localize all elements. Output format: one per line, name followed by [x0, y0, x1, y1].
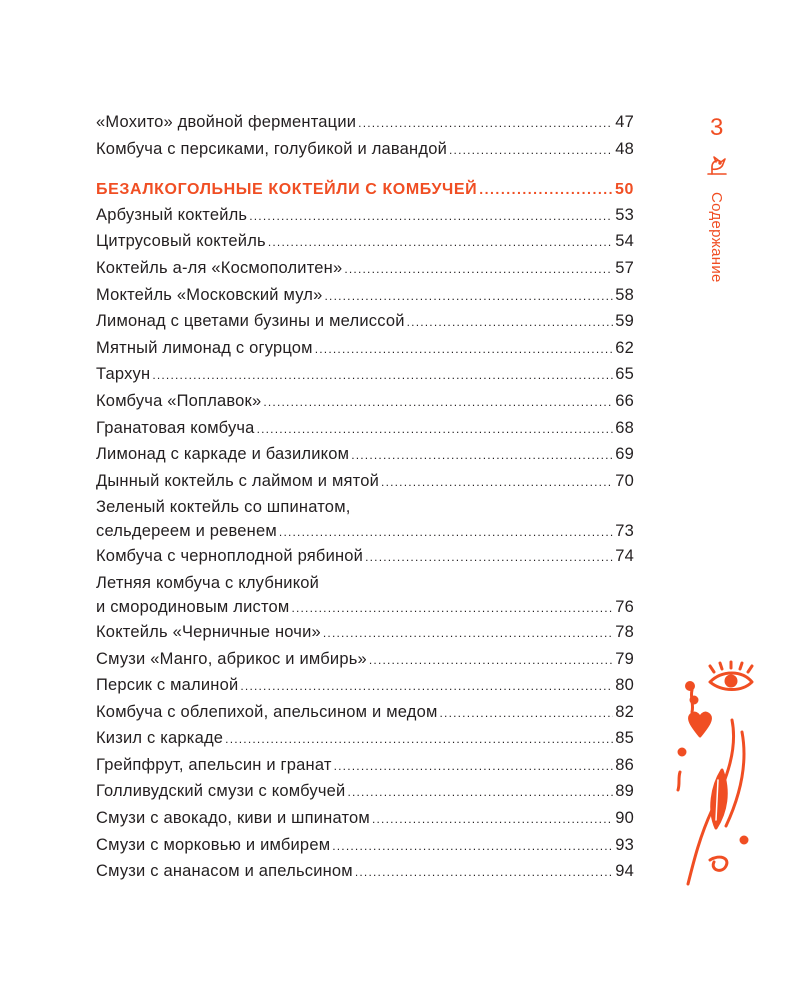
eye-heart-feather-ornament: [660, 660, 770, 900]
toc-entry-row: [96, 519, 634, 544]
toc-entry-row: [96, 416, 634, 443]
dot-leader: [279, 520, 613, 544]
toc-entry-title: Смузи с морковью и имбирем: [96, 835, 331, 854]
toc-entry-row: [96, 336, 634, 363]
toc-entry-row: [96, 753, 634, 780]
toc-entry-title: Грейпфрут, апельсин и гранат: [96, 755, 332, 774]
page-number: 3: [710, 114, 724, 141]
toc-entry: [96, 336, 634, 363]
toc-entry-row: [96, 283, 634, 310]
toc-entry-title: Мятный лимонад с огурцом: [96, 338, 313, 357]
toc-entry-page-number: 59: [615, 312, 634, 331]
toc-entry-row: [96, 779, 634, 806]
toc-entry-page-number: 80: [615, 676, 634, 695]
toc-entry-page-number: 90: [615, 809, 634, 828]
dot-leader: [332, 834, 613, 860]
toc-entry-page-number: 70: [615, 471, 634, 490]
toc-entry-row: [96, 833, 634, 860]
dot-leader: [325, 284, 614, 310]
toc-entry-row: [96, 726, 634, 753]
toc-entry-title: Гранатовая комбуча: [96, 418, 255, 437]
dot-leader: [268, 230, 613, 256]
toc-entry: [96, 779, 634, 806]
toc-entry: [96, 362, 634, 389]
toc-entry-page-number: 62: [615, 338, 634, 357]
toc-entry: [96, 203, 634, 230]
dot-leader: [440, 701, 614, 727]
dot-leader: [240, 674, 613, 700]
toc-entry-row: [96, 362, 634, 389]
toc-entry: [96, 833, 634, 860]
toc-entry-title: БЕЗАЛКОГОЛЬНЫЕ КОКТЕЙЛИ С КОМБУЧЕЙ: [96, 181, 478, 199]
toc-entry-page-number: 89: [615, 782, 634, 801]
toc-entry: [96, 442, 634, 469]
toc-entry-title: Смузи с ананасом и апельсином: [96, 862, 353, 881]
toc-entry-page-number: 85: [615, 729, 634, 748]
toc-entry: [96, 647, 634, 674]
toc-entry: [96, 416, 634, 443]
toc-entry-page-number: 68: [615, 418, 634, 437]
toc-entry-title-line1: Зеленый коктейль со шпинатом,: [96, 498, 351, 517]
toc-entry: [96, 859, 634, 886]
toc-entry-row: [96, 256, 634, 283]
toc-entry-page-number: 54: [615, 232, 634, 251]
toc-entry: [96, 495, 634, 544]
toc-entry-row: [96, 673, 634, 700]
toc-entry-title-line1: Летняя комбуча с клубникой: [96, 573, 320, 592]
toc-entry: [96, 753, 634, 780]
dot-leader: [369, 648, 613, 674]
dot-leader: [315, 337, 614, 363]
dot-leader: [358, 111, 613, 137]
toc-entry-row: [96, 389, 634, 416]
toc-entry-title: Смузи с авокадо, киви и шпинатом: [96, 809, 370, 828]
dot-leader: [344, 257, 613, 283]
dot-leader: [347, 780, 613, 806]
toc-entry-page-number: 76: [615, 597, 634, 616]
toc-entry-title: сельдереем и ревенем: [96, 522, 277, 541]
toc-entry-row: [96, 647, 634, 674]
toc-entry-title: Комбуча с черноплодной рябиной: [96, 547, 364, 566]
toc-entry-title: Смузи «Манго, абрикос и имбирь»: [96, 649, 367, 668]
toc-entry-page-number: 74: [615, 547, 634, 566]
running-head: Содержание: [708, 192, 725, 283]
toc-entry-title: Цитрусовый коктейль: [96, 232, 266, 251]
toc-entry: [96, 389, 634, 416]
dot-leader: [351, 443, 613, 469]
toc-entry: [96, 229, 634, 256]
dot-leader: [449, 138, 613, 164]
toc-entry-row: [96, 229, 634, 256]
toc-entry-page-number: 86: [615, 755, 634, 774]
toc-entry-page-number: 58: [615, 285, 634, 304]
toc-entry: [96, 137, 634, 164]
toc-entry-row: [96, 544, 634, 571]
toc-entry-title: Персик с малиной: [96, 676, 239, 695]
toc-entry-page-number: 53: [615, 205, 634, 224]
dot-leader: [381, 470, 613, 496]
toc-entry-title: Голливудский смузи с комбучей: [96, 782, 346, 801]
toc-entry-title: Комбуча «Поплавок»: [96, 391, 262, 410]
toc-entry-title: Коктейль «Черничные ночи»: [96, 622, 321, 641]
toc-entry-row: [96, 309, 634, 336]
dot-leader: [334, 754, 614, 780]
dot-leader: [407, 310, 614, 336]
bird-icon: [704, 152, 730, 178]
toc-entry-title: Тархун: [96, 365, 151, 384]
toc-entry-title: Комбуча с персиками, голубикой и лавандой: [96, 139, 447, 158]
dot-leader: [365, 545, 613, 571]
toc-entry-page-number: 57: [615, 258, 634, 277]
toc-entry-page-number: 50: [615, 181, 634, 199]
toc-entry: [96, 544, 634, 571]
dot-leader: [152, 363, 613, 389]
dot-leader: [263, 390, 613, 416]
toc-entry-page-number: 48: [615, 139, 634, 158]
toc-entry: [96, 110, 634, 137]
toc-entry-title: Лимонад с цветами бузины и мелиссой: [96, 312, 405, 331]
toc-entry-title: Комбуча с облепихой, апельсином и медом: [96, 702, 438, 721]
toc-entry: [96, 726, 634, 753]
dot-leader: [225, 727, 613, 753]
toc-entry: [96, 309, 634, 336]
toc-entry-row: [96, 620, 634, 647]
toc-entry-row: [96, 110, 634, 137]
toc-entry-title: «Мохито» двойной ферментации: [96, 113, 357, 131]
toc-entry-row: [96, 442, 634, 469]
toc-entry-title: Коктейль а-ля «Космополитен»: [96, 258, 343, 277]
toc-entry-title: Лимонад с каркаде и базиликом: [96, 445, 350, 464]
dot-leader: [291, 596, 613, 620]
table-of-contents: [96, 110, 634, 886]
dot-leader: [249, 204, 613, 230]
toc-entry-page-number: 94: [615, 862, 634, 881]
toc-entry-page-number: 47: [615, 113, 634, 131]
toc-entry-page-number: 66: [615, 391, 634, 410]
toc-entry: [96, 806, 634, 833]
toc-section-heading: [96, 177, 634, 203]
toc-entry-row: [96, 137, 634, 164]
toc-entry-row: [96, 595, 634, 620]
toc-entry: [96, 256, 634, 283]
dot-leader: [355, 860, 613, 886]
toc-entry-title: Дынный коктейль с лаймом и мятой: [96, 471, 380, 490]
toc-entry-page-number: 69: [615, 445, 634, 464]
toc-entry: [96, 283, 634, 310]
toc-entry-page-number: 82: [615, 702, 634, 721]
dot-leader: [372, 807, 613, 833]
toc-entry-page-number: 65: [615, 365, 634, 384]
toc-entry-page-number: 73: [615, 522, 634, 541]
toc-entry-title: Моктейль «Московский мул»: [96, 285, 323, 304]
toc-entry-row: [96, 859, 634, 886]
dot-leader: [257, 417, 614, 443]
toc-entry-title: Кизил с каркаде: [96, 729, 224, 748]
toc-entry: [96, 571, 634, 620]
toc-entry: [96, 673, 634, 700]
toc-entry-page-number: 79: [615, 649, 634, 668]
toc-entry: [96, 700, 634, 727]
toc-entry-row: [96, 806, 634, 833]
toc-entry-row: [96, 177, 634, 203]
toc-entry-row: [96, 469, 634, 496]
toc-entry-row: [96, 203, 634, 230]
toc-entry-title: Арбузный коктейль: [96, 205, 248, 224]
toc-entry-page-number: 93: [615, 835, 634, 854]
dot-leader: [323, 621, 613, 647]
toc-entry-row: [96, 700, 634, 727]
toc-entry: [96, 469, 634, 496]
toc-entry-page-number: 78: [615, 622, 634, 641]
toc-entry: [96, 620, 634, 647]
dot-leader: [479, 177, 613, 203]
toc-entry-title: и смородиновым листом: [96, 597, 290, 616]
